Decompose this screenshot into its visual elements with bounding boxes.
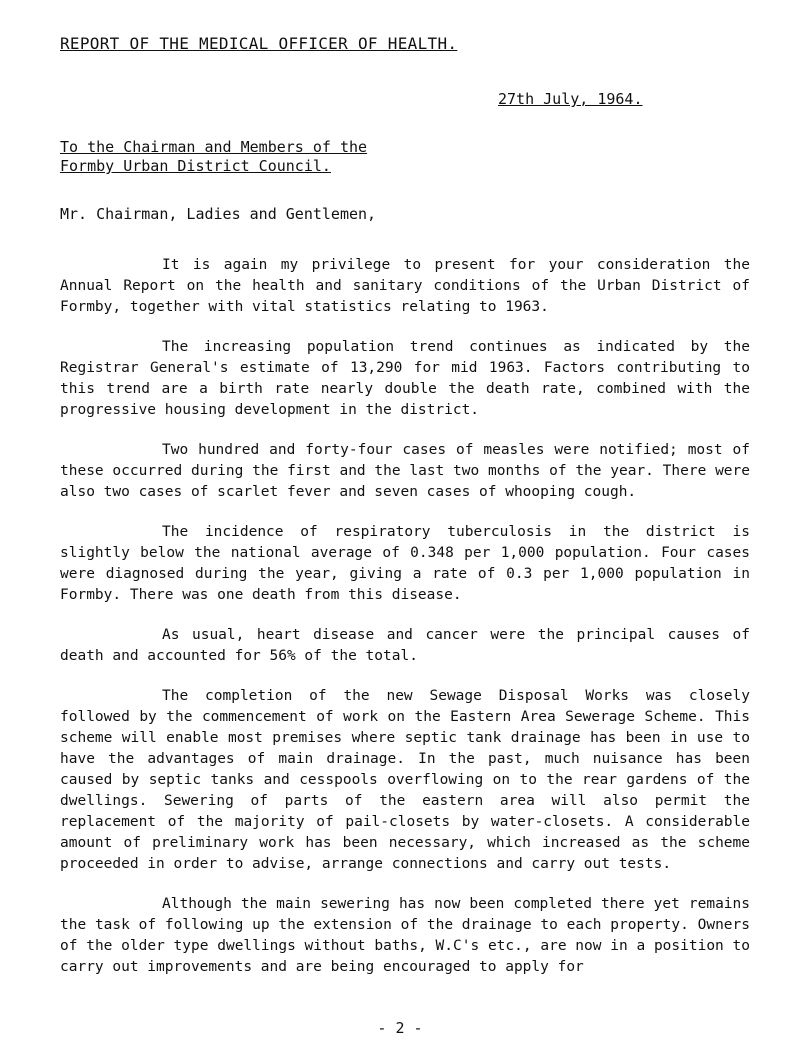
addressee-line-1: To the Chairman and Members of the [60, 138, 368, 156]
report-body [60, 255, 750, 997]
paragraph-measles: Two hundred and forty-four cases of measles were notified; most of these occurred during the first and the last two months of the year. There were also two cases of scarlet fever and seven cases of whooping cough. [60, 442, 750, 500]
paragraph-tuberculosis: The incidence of respiratory tuberculosis in the district is slightly below the national average of 0.348 per 1,000 population. Four cases were diagnosed during the year, giving a rate of 0.3 per 1,000 population in Formby. There was one death from this disease. [60, 524, 750, 603]
salutation: Mr. Chairman, Ladies and Gentlemen, [60, 205, 377, 223]
page-number: - 2 - [377, 1019, 423, 1037]
paragraph-sewerage: The completion of the new Sewage Disposal Works was closely followed by the commencement of work on the Eastern Area Sewerage Scheme. This scheme will enable most premises where septic tank drainage has been in use to have the advantages of main drainage. In the past, much nuisance has been caused by septic tanks and cesspools overflowing on to the rear gardens of the dwellings. Sewering of parts of the eastern area will also permit the replacement of the majority of pail-closets by water-closets. A considerable amount of preliminary work has been necessary, which increased as the scheme proceeded in order to advise, arrange connections and carry out tests. [60, 688, 750, 872]
addressee-block [60, 138, 367, 176]
paragraph-introduction: It is again my privilege to present for your consideration the Annual Report on the health and sanitary conditions of the Urban District of Formby, together with vital statistics relating to 1963. [60, 257, 750, 315]
paragraph-drainage: Although the main sewering has now been completed there yet remains the task of following up the extension of the drainage to each property. Owners of the older type dwellings without baths, W.C's etc., are now in a position to carry out improvements and are being encouraged to apply for [60, 896, 750, 975]
report-heading: REPORT OF THE MEDICAL OFFICER OF HEALTH. [60, 34, 458, 53]
addressee-line-2: Formby Urban District Council. [60, 157, 331, 175]
paragraph-causes-of-death: As usual, heart disease and cancer were the principal causes of death and accounted for 56% of the total. [60, 627, 750, 664]
report-date: 27th July, 1964. [498, 90, 643, 108]
paragraph-population: The increasing population trend continues as indicated by the Registrar General's estimate of 13,290 for mid 1963. Factors contributing to this trend are a birth rate nearly double the death rate, combined with the progressive housing development in the district. [60, 339, 750, 418]
